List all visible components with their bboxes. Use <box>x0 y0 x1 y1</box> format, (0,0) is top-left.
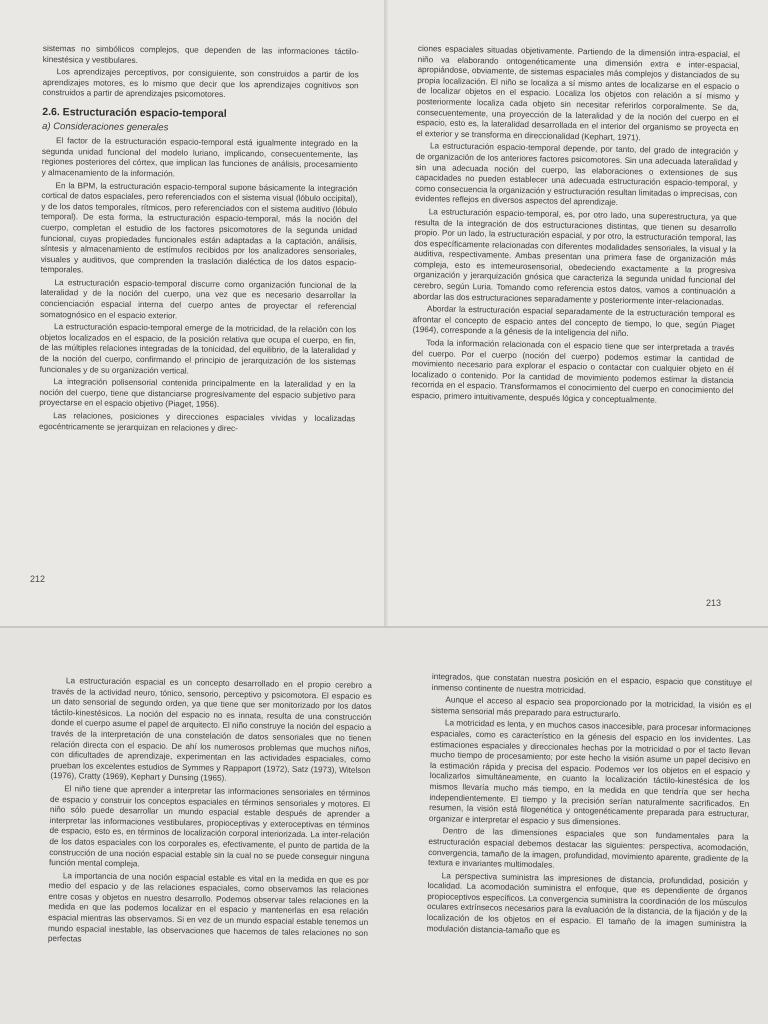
paragraph: La estructuración espacio-temporal depende, por tanto, del grado de integración y de organización de los anteriores factores psicomotores. Sin una adecuada lateralidad y sin una adecuada noción del cuerpo, las elaboraciones o extensiones de sus capacidades no pueden establecer una adecuada estructuración espacio-temporal, y como consecuencia la organización y estructuración resultan limitadas o imprecisas, con evidentes reflejos en diversos aspectos del aprendizaje. <box>414 141 739 208</box>
page-215-column <box>426 672 751 943</box>
page-212-column <box>39 44 359 437</box>
page-number: 213 <box>706 598 722 608</box>
paragraph: La estructuración espacio-temporal emerge de la motricidad, de la relación con los objetos localizados en el espacio, de la posición relativa que ocupa el cuerpo, en fin, de las múltiples relaciones integradas de la tonicidad, del equilibrio, de la lateralidad y de la noción del cuerpo, confirmando el principio de jerarquización de los sistemas funcionales y de su organización vertical. <box>39 322 357 376</box>
paragraph: Abordar la estructuración espacial separadamente de la estructuración temporal es afrontar el concepto de espacio antes del concepto de tiempo, lo que, según Piaget (1964), corresponde a la génesis de la inteligencia del niño. <box>412 304 735 339</box>
paragraph: La estructuración espacio-temporal discurre como organización funcional de la lateralidad y de la noción del cuerpo, una vez que es necesario desarrollar la concienciación espacial interna del cuerpo antes de proyectar el referencial somatognósico en el espacio exterior. <box>40 278 357 321</box>
paragraph: Los aprendizajes perceptivos, por consiguiente, son construidos a partir de los aprendizajes motores, es lo mismo que decir que los aprendizajes cognitivos son construidos a partir de aprendizajes psicomotores. <box>42 67 359 100</box>
page-number: 212 <box>30 574 46 584</box>
paragraph: Las relaciones, posiciones y direcciones espaciales vividas y localizadas egocéntricamente se jerarquizan en relaciones y direc- <box>38 411 356 433</box>
page-214-column <box>48 676 372 952</box>
paragraph: La integración polisensorial contenida principalmente en la lateralidad y en la noción del cuerpo, tiene que distanciarse progresivamente del espacio subjetivo para proyectarse en el espacio objetivo (Piaget, 1956). <box>39 377 356 410</box>
paragraph: En la BPM, la estructuración espacio-temporal supone básicamente la integración cortical de datos espaciales, pero referenciados con el sistema visual (lóbulo occipital), y de los datos temporales, rítmicos, pero referenciados con el sistema auditivo (lóbulo temporal). De esta forma, la estructuración espacio-temporal, más la noción del cuerpo, completan el estudio de los factores psicomotores de la segunda unidad funcional, cuyas propiedades funcionales están adaptadas a la captación, análisis, síntesis y almacenamiento de estímulos recibidos por los analizadores sensoriales, visuales y auditivos, que comprenden la traslación dialéctica de los datos espacio-temporales. <box>40 180 358 275</box>
paragraph: sistemas no simbólicos complejos, que dependen de las informaciones táctilo-kinestésica y vestibulares. <box>42 44 359 65</box>
book-gutter <box>384 0 388 628</box>
paragraph: La estructuración espacio-temporal, es, por otro lado, una superestructura, ya que resulta de la integración de dos estructuraciones distintas, que tienen su desarrollo propio. Por un lado, la estructuración espacial, y por otro, la estructuración temporal, las dos específicamente relacionadas con diferentes modalidades sensoriales, la visual y la auditiva, respectivamente. Ambas presentan una primera fase de organización más compleja, esto es intemeurosensorial, obedeciendo exactamente a la progresiva organización y jerarquización gnósica que caracteriza la segunda unidad funcional del cerebro, según Luria. Tomando como referencia estos datos, vamos a continuación a abordar las dos estructuraciones separadamente y posteriormente inter-relacionadas. <box>413 207 737 307</box>
paragraph: integrados, que constatan nuestra posición en el espacio, espacio que constituye el inmenso continente de nuestra motricidad. <box>431 672 752 695</box>
paragraph: Aunque el acceso al espacio sea proporcionado por la motricidad, la visión es el sistema sensorial más preparado para estructurarlo. <box>431 695 752 719</box>
paragraph: La estructuración espacial es un concepto desarrollado en el propio cerebro a través de la actividad neuro, tónico, sensorio, perceptivo y psicomotora. El espacio es un dato sensorial de segundo orden, ya que tiene que ser monitorizado por los datos táctilo-kinestésicos. La noción del espacio no es innata, resulta de una construcción donde el cuerpo asume el papel de arquitecto. El niño construye la noción del espacio a través de la interpretación de una constelación de datos sensoriales que no tienen relación directa con el espacio. De ahí los numerosos problemas que muchos niños, con dificultades de aprendizaje, experimentan en las actividades espaciales, como prueban los excelentes estudios de Symmes y Rappaport (1972), Satz (1973), Witelson (1976), Cratty (1969), Kephart y Dunsing (1965). <box>50 676 372 784</box>
section-title: 2.6. Estructuración espacio-temporal <box>42 105 227 120</box>
paragraph: La motricidad es lenta, y en muchos casos inaccesible, para procesar informaciones espaciales, como es característico en la génesis del espacio en los invidentes. Las estimaciones espaciales y direccionales hechas por la motricidad o por el tacto llevan mucho tiempo de procesamiento; por este hecho la visión asume un papel decisivo en la estimación rápida y precisa del espacio. Podemos ver los objetos en el espacio y localizarlos simultáneamente, en cuanto la localización táctilo-kinestésica de los mismos llevaría mucho más tiempo, en la medida en que tendría que ser hecha independientemente. El tiempo y la precisión serían naturalmente sacrificados. En resumen, la visión está filogenética y ontogenéticamente preparada para estructurar, organizar e interpretar el espacio y sus dimensiones. <box>428 718 751 827</box>
paragraph: El niño tiene que aprender a interpretar las informaciones sensoriales en términos de espacio y construir los conceptos espaciales en términos sensoriales y motores. El niño sólo puede desarrollar un mundo espacial estable después de aprender a interpretar las informaciones vestibulares, propioceptivas y exteroceptivas en términos de espacio, esto es, en términos de localización corporal interiorizada. La inter-relación de los datos espaciales con los corporales es, efectivamente, el punto de partida de la construcción de una noción espacial estable sin la cual no se puede conseguir ninguna función mental compleja. <box>48 784 371 869</box>
paragraph: Dentro de las dimensiones espaciales que son fundamentales para la estructuración espacial debemos destacar las siguientes: perspectiva, acomodación, convergencia, tamaño de la imagen, profundidad, movimiento aparente, gradiente de la textura e invariantes multimodales. <box>427 826 749 870</box>
paragraph: La perspectiva suministra las impresiones de distancia, profundidad, posición y localidad. La acomodación suministra el enfoque, que es dependiente de órganos propioceptivos específicos. La convergencia suministra la coordinación de los músculos oculares extrínsecos necesarios para la evaluación de la distancia, de la fijación y de la localización de los objetos en el espacio. El tamaño de la imagen suministra la modulación distancia-tamaño que es <box>426 870 748 936</box>
subsection-title: a) Consideraciones generales <box>42 120 169 133</box>
paragraph: ciones espaciales situadas objetivamente. Partiendo de la dimensión intra-espacial, el niño va elaborando ontogenéticamente una dimensión extra e inter-espacial, apropiándose, obviamente, de sistemas espaciales más complejos y distanciados de su propia localización. El niño se localiza a sí mismo antes de localizarse en el espacio o de localizar objetos en el espacio. Localiza los objetos con relación a sí mismo y posteriormente localiza cada objeto sin necesitar referirlos corporalmente. Se da, consecuentemente, una proyección de la lateralidad y de la noción del cuerpo en el espacio, esto es, la lateralidad desarrollada en el interior del organismo se proyecta en el exterior y se transforma en direccionalidad (Kephart, 1971). <box>416 44 740 143</box>
paragraph: El factor de la estructuración espacio-temporal está igualmente integrado en la segunda unidad funcional del modelo luriano, implicando, consecuentemente, las regiones posteriores del córtex, que implican las funciones de análisis, procesamiento y almacenamiento de la información. <box>41 136 359 179</box>
paragraph: Toda la información relacionada con el espacio tiene que ser interpretada a través del cuerpo. Por el cuerpo (noción del cuerpo) podemos estimar la cantidad de movimiento necesario para explorar el espacio o contactar con cualquier objeto en él localizado o contenido. Por la cantidad de movimiento podemos estimar la distancia recorrida en el espacio. Transformamos el conocimiento del cuerpo en conocimiento del espacio, primero intuitivamente, después lógica y conceptualmente. <box>411 338 735 405</box>
page-213-column <box>411 44 740 410</box>
paragraph: La importancia de una noción espacial estable es vital en la medida en que es por medio del espacio y de las relaciones espaciales, como observamos las relaciones entre cosas y objetos en nuestro desarrollo. Podemos observar tales relaciones en la medida en que las podemos localizar en el espacio y mantenerlas en esa relación espacial mientras las observamos. Si en vez de un mundo espacial estable tenemos un mundo espacial inestable, las observaciones que hacemos de tales relaciones no son perfectas <box>47 870 369 944</box>
